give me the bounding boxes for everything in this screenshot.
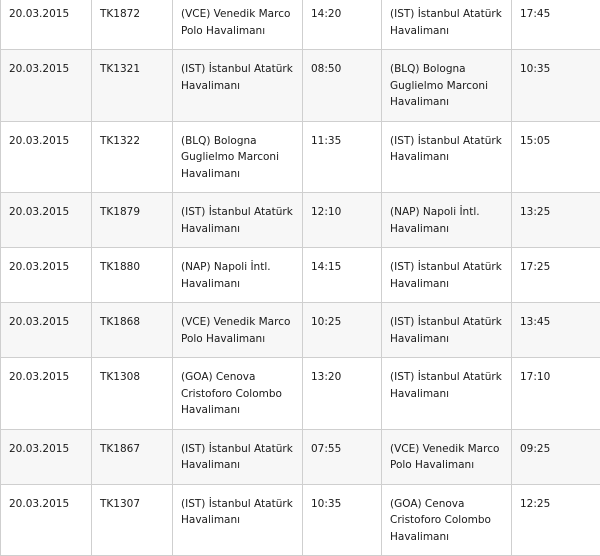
table-row xyxy=(1,248,600,303)
destination-airport-cell: (NAP) Napoli İntl. Havalimanı xyxy=(382,193,512,248)
flight-date-cell: 20.03.2015 xyxy=(1,193,92,248)
departure-time-cell: 12:10 xyxy=(303,193,382,248)
destination-airport-cell: (IST) İstanbul Atatürk Havalimanı xyxy=(382,121,512,193)
origin-airport-cell: (IST) İstanbul Atatürk Havalimanı xyxy=(173,484,303,556)
arrival-time-cell: 17:45 xyxy=(512,0,600,50)
destination-airport-cell: (IST) İstanbul Atatürk Havalimanı xyxy=(382,358,512,430)
flight-table-body xyxy=(1,0,600,556)
flight-date-cell: 20.03.2015 xyxy=(1,429,92,484)
flight-number-cell: TK1872 xyxy=(92,0,173,50)
table-row xyxy=(1,358,600,430)
origin-airport-cell: (VCE) Venedik Marco Polo Havalimanı xyxy=(173,0,303,50)
flight-number-cell: TK1308 xyxy=(92,358,173,430)
flight-date-cell: 20.03.2015 xyxy=(1,0,92,50)
table-row xyxy=(1,50,600,122)
departure-time-cell: 14:15 xyxy=(303,248,382,303)
departure-time-cell: 13:20 xyxy=(303,358,382,430)
origin-airport-cell: (VCE) Venedik Marco Polo Havalimanı xyxy=(173,303,303,358)
arrival-time-cell: 17:25 xyxy=(512,248,600,303)
destination-airport-cell: (BLQ) Bologna Guglielmo Marconi Havalimanı xyxy=(382,50,512,122)
flight-date-cell: 20.03.2015 xyxy=(1,358,92,430)
arrival-time-cell: 13:45 xyxy=(512,303,600,358)
departure-time-cell: 10:25 xyxy=(303,303,382,358)
table-row xyxy=(1,193,600,248)
flight-number-cell: TK1868 xyxy=(92,303,173,358)
destination-airport-cell: (IST) İstanbul Atatürk Havalimanı xyxy=(382,248,512,303)
arrival-time-cell: 10:35 xyxy=(512,50,600,122)
flight-number-cell: TK1307 xyxy=(92,484,173,556)
table-row xyxy=(1,429,600,484)
departure-time-cell: 07:55 xyxy=(303,429,382,484)
origin-airport-cell: (IST) İstanbul Atatürk Havalimanı xyxy=(173,429,303,484)
table-row xyxy=(1,121,600,193)
arrival-time-cell: 17:10 xyxy=(512,358,600,430)
table-row xyxy=(1,303,600,358)
arrival-time-cell: 13:25 xyxy=(512,193,600,248)
arrival-time-cell: 09:25 xyxy=(512,429,600,484)
destination-airport-cell: (IST) İstanbul Atatürk Havalimanı xyxy=(382,303,512,358)
flight-number-cell: TK1322 xyxy=(92,121,173,193)
table-row xyxy=(1,484,600,556)
flight-date-cell: 20.03.2015 xyxy=(1,484,92,556)
flight-number-cell: TK1321 xyxy=(92,50,173,122)
arrival-time-cell: 15:05 xyxy=(512,121,600,193)
table-row xyxy=(1,0,600,50)
departure-time-cell: 11:35 xyxy=(303,121,382,193)
origin-airport-cell: (IST) İstanbul Atatürk Havalimanı xyxy=(173,50,303,122)
flight-date-cell: 20.03.2015 xyxy=(1,121,92,193)
origin-airport-cell: (BLQ) Bologna Guglielmo Marconi Havalimanı xyxy=(173,121,303,193)
flight-date-cell: 20.03.2015 xyxy=(1,50,92,122)
departure-time-cell: 08:50 xyxy=(303,50,382,122)
origin-airport-cell: (GOA) Cenova Cristoforo Colombo Havalimanı xyxy=(173,358,303,430)
origin-airport-cell: (NAP) Napoli İntl. Havalimanı xyxy=(173,248,303,303)
flight-number-cell: TK1880 xyxy=(92,248,173,303)
flight-number-cell: TK1879 xyxy=(92,193,173,248)
flight-date-cell: 20.03.2015 xyxy=(1,303,92,358)
destination-airport-cell: (GOA) Cenova Cristoforo Colombo Havalimanı xyxy=(382,484,512,556)
origin-airport-cell: (IST) İstanbul Atatürk Havalimanı xyxy=(173,193,303,248)
departure-time-cell: 14:20 xyxy=(303,0,382,50)
flight-number-cell: TK1867 xyxy=(92,429,173,484)
departure-time-cell: 10:35 xyxy=(303,484,382,556)
destination-airport-cell: (IST) İstanbul Atatürk Havalimanı xyxy=(382,0,512,50)
arrival-time-cell: 12:25 xyxy=(512,484,600,556)
flight-date-cell: 20.03.2015 xyxy=(1,248,92,303)
destination-airport-cell: (VCE) Venedik Marco Polo Havalimanı xyxy=(382,429,512,484)
